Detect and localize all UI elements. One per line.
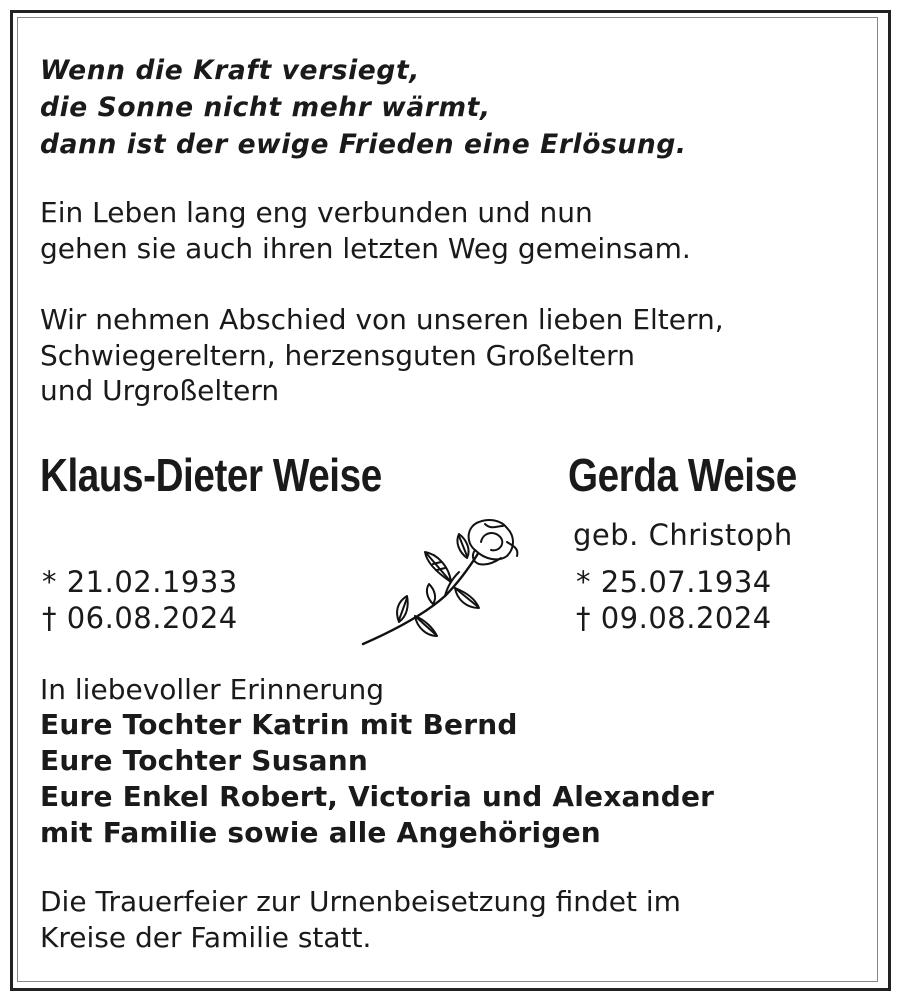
mourner-line-2: Eure Tochter Susann	[40, 744, 369, 777]
poem-line-1: Wenn die Kraft versiegt,	[40, 55, 420, 86]
intro-line-1: Ein Leben lang eng verbunden und nun	[40, 196, 593, 229]
mourner-line-4: mit Familie sowie alle Angehörigen	[40, 816, 601, 849]
farewell-line-3: und Urgroßeltern	[40, 374, 280, 407]
death-date-left: † 06.08.2024	[42, 601, 238, 635]
remembrance-intro: In liebevoller Erinnerung	[40, 673, 385, 706]
rose-icon	[355, 512, 530, 652]
farewell-line-2: Schwiegereltern, herzensguten Großeltern	[40, 339, 635, 372]
birth-date-right: * 25.07.1934	[576, 565, 772, 599]
name-klaus-dieter: Klaus-Dieter Weise	[40, 449, 382, 501]
poem-line-3: dann ist der ewige Frieden eine Erlösung.	[40, 129, 687, 160]
death-date-right: † 09.08.2024	[576, 601, 772, 635]
intro-line-2: gehen sie auch ihren letzten Weg gemeinsam.	[40, 232, 691, 265]
poem-line-2: die Sonne nicht mehr wärmt,	[40, 92, 491, 123]
mourner-line-1: Eure Tochter Katrin mit Bernd	[40, 708, 518, 741]
maiden-name: geb. Christoph	[573, 518, 793, 552]
ceremony-line-2: Kreise der Familie statt.	[40, 921, 372, 954]
name-gerda: Gerda Weise	[568, 449, 797, 501]
ceremony-line-1: Die Trauerfeier zur Urnenbeisetzung findet im	[40, 885, 681, 918]
mourner-line-3: Eure Enkel Robert, Victoria und Alexander	[40, 780, 715, 813]
farewell-line-1: Wir nehmen Abschied von unseren lieben Eltern,	[40, 303, 724, 336]
birth-date-left: * 21.02.1933	[42, 565, 238, 599]
